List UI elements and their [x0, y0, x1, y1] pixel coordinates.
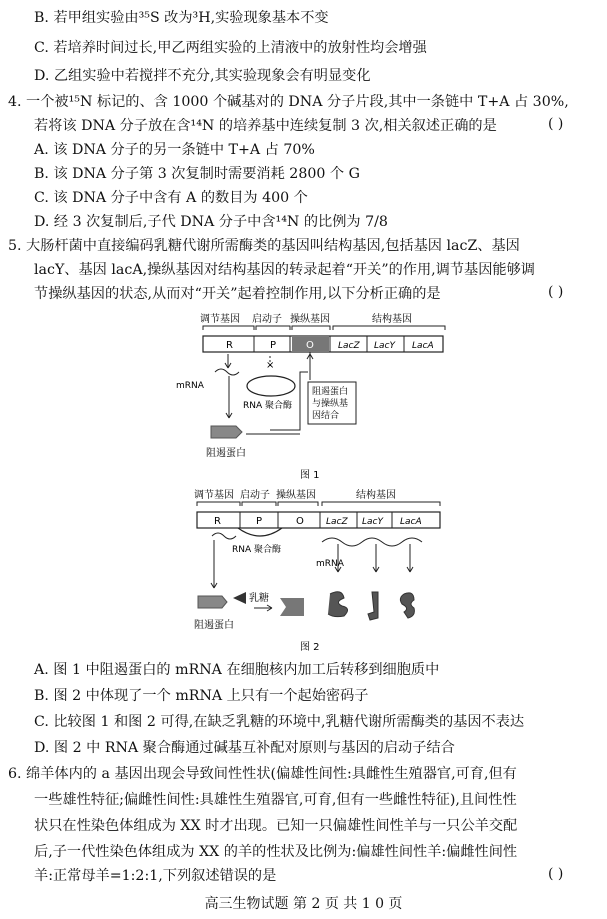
fig1-label-structural: 结构基因: [372, 314, 412, 325]
fig1-repressor-shape: [211, 426, 242, 438]
fig2-box-r: R: [214, 516, 221, 527]
fig2-lactose-label: 乳糖: [249, 593, 269, 604]
fig2-rnap-label: RNA 聚合酶: [232, 545, 282, 555]
fig1-block-mark: ×: [266, 360, 275, 371]
fig2-rna-polymerase: [238, 528, 282, 536]
q5-option-d: D. 图 2 中 RNA 聚合酶通过碱基互补配对原则与基因的启动子结合: [34, 740, 455, 756]
fig2-box-o: O: [296, 516, 304, 527]
fig2-box-lacz: LacZ: [326, 517, 348, 527]
prev-option-b: B. 若甲组实验由³⁵S 改为³H,实验现象基本不变: [34, 10, 329, 26]
fig2-inactive-repressor: [280, 598, 304, 616]
fig1-box-o: O: [306, 340, 314, 351]
page-footer: 高三生物试题 第 2 页 共 1 0 页: [204, 896, 403, 912]
figure-1: [0, 308, 607, 488]
fig1-box-r: R: [226, 340, 233, 351]
fig1-label-operator: 操纵基因: [290, 314, 330, 325]
q4-option-a: A. 该 DNA 分子的另一条链中 T+A 占 70%: [34, 142, 315, 158]
fig2-box-laca: LacA: [400, 517, 422, 527]
q6-stem-line3: 状只在性染色体组成为 XX 时才出现。已知一只偏雄性间性羊与一只公羊交配: [34, 818, 518, 834]
q6-stem-line5: 羊:正常母羊=1:2:1,下列叙述错误的是: [34, 868, 277, 884]
fig2-label-promoter: 启动子: [240, 490, 270, 501]
fig2-label-operator: 操纵基因: [276, 490, 316, 501]
q4-option-d: D. 经 3 次复制后,子代 DNA 分子中含¹⁴N 的比例为 7/8: [34, 214, 388, 230]
fig2-repressor-shape: [198, 596, 227, 608]
fig2-enzyme-1: [328, 592, 348, 617]
fig1-rnap-label: RNA 聚合酶: [243, 401, 293, 411]
q5-answer-bracket: ( ): [548, 284, 564, 300]
fig2-box-p: P: [256, 516, 263, 527]
fig1-label-promoter: 启动子: [252, 314, 282, 325]
q4-option-b: B. 该 DNA 分子第 3 次复制时需要消耗 2800 个 G: [34, 166, 360, 182]
q4-stem-line1: 4. 一个被¹⁵N 标记的、含 1000 个碱基对的 DNA 分子片段,其中一条链中 T+A 占 30%,: [8, 94, 569, 110]
q4-stem-line2: 若将该 DNA 分子放在含¹⁴N 的培养基中连续复制 3 次,相关叙述正确的是: [34, 118, 497, 134]
fig1-label-regulator: 调节基因: [200, 314, 240, 325]
fig1-rna-polymerase: [247, 376, 295, 396]
fig2-label-structural: 结构基因: [356, 490, 396, 501]
q6-stem-line4: 后,子一代性染色体组成为 XX 的羊的性状及比例为:偏雄性间性羊:偏雌性间性: [34, 844, 518, 860]
fig2-box-lacy: LacY: [362, 517, 383, 527]
fig2-enzyme-2: [368, 592, 378, 620]
q6-stem-line2: 一些雄性特征;偏雌性间性:具雄性生殖器官,可育,但有一些雌性特征),且间性性: [34, 792, 517, 808]
fig2-mrna-label: mRNA: [316, 559, 344, 569]
fig1-box-p: P: [270, 340, 277, 351]
q5-option-a: A. 图 1 中阻遏蛋白的 mRNA 在细胞核内加工后转移到细胞质中: [34, 662, 440, 678]
q6-answer-bracket: ( ): [548, 866, 564, 882]
fig2-caption: 图 2: [300, 642, 320, 653]
fig1-box-laca: LacA: [412, 341, 434, 351]
q5-option-b: B. 图 2 中体现了一个 mRNA 上只有一个起始密码子: [34, 688, 369, 704]
q5-stem-line2: lacY、基因 lacA,操纵基因对结构基因的转录起着“开关”的作用,调节基因能够调: [34, 262, 535, 278]
fig2-mrna-strand: [322, 538, 422, 546]
fig1-repressor-label: 阻遏蛋白: [206, 448, 246, 459]
prev-option-d: D. 乙组实验中若搅拌不充分,其实验现象会有明显变化: [34, 68, 371, 84]
q5-option-c: C. 比较图 1 和图 2 可得,在缺乏乳糖的环境中,乳糖代谢所需酶类的基因不表达: [34, 714, 525, 730]
fig1-binding-2: 与操纵基: [312, 399, 349, 409]
q4-option-c: C. 该 DNA 分子中含有 A 的数目为 400 个: [34, 190, 308, 206]
fig2-lactose-triangle: [233, 592, 246, 604]
fig1-binding-3: 因结合: [312, 411, 340, 421]
prev-option-c: C. 若培养时间过长,甲乙两组实验的上清液中的放射性均会增强: [34, 40, 427, 56]
fig1-mrna-label: mRNA: [176, 381, 204, 391]
fig1-caption: 图 1: [300, 470, 320, 481]
q5-stem-line3: 节操纵基因的状态,从而对“开关”起着控制作用,以下分析正确的是: [34, 286, 441, 302]
figure-2: [0, 484, 607, 656]
fig2-enzyme-3: [400, 593, 414, 618]
q5-stem-line1: 5. 大肠杆菌中直接编码乳糖代谢所需酶类的基因叫结构基因,包括基因 lacZ、基因: [8, 238, 520, 254]
fig2-repressor-label: 阻遏蛋白: [194, 620, 234, 631]
fig1-box-lacz: LacZ: [338, 341, 360, 351]
fig1-binding-1: 阻遏蛋白: [312, 387, 349, 397]
fig1-box-lacy: LacY: [374, 341, 395, 351]
q6-stem-line1: 6. 绵羊体内的 a 基因出现会导致间性性状(偏雄性间性:具雌性生殖器官,可育,但有: [8, 766, 517, 782]
fig2-label-regulator: 调节基因: [194, 490, 234, 501]
q4-answer-bracket: ( ): [548, 116, 564, 132]
